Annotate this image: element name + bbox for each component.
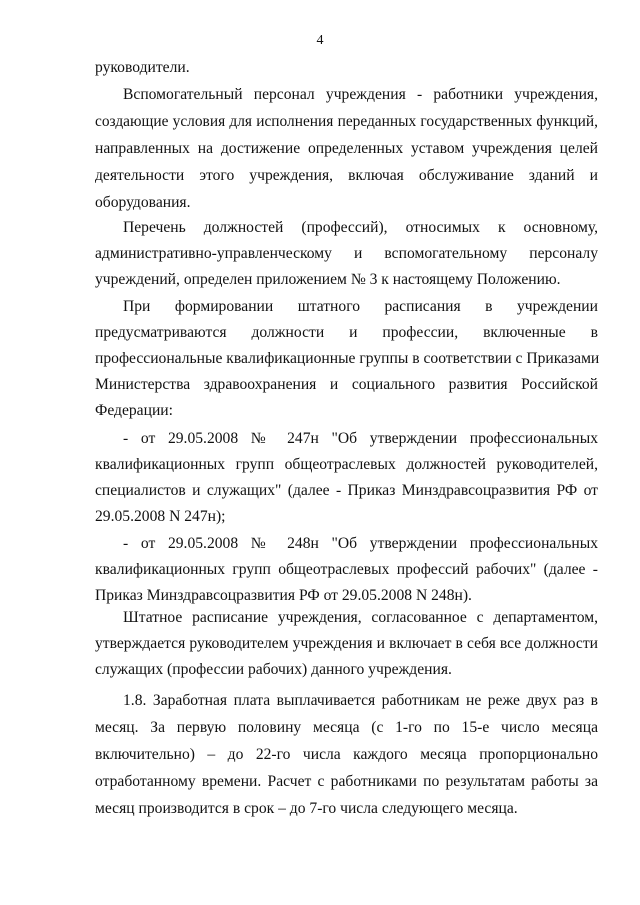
text-line: административно-управленческому и вспомогательному персоналу [95, 245, 598, 262]
text-line: 1.8. Заработная плата выплачивается работникам не реже двух раз в [123, 692, 598, 709]
text-line: руководители. [95, 59, 190, 76]
text-line: профессиональные квалификационные группы в соответствии с Приказами [95, 350, 600, 367]
text-line: учреждений, определен приложением № 3 к настоящему Положению. [95, 271, 561, 288]
list-item-line: Приказ Минздравсоцразвития РФ от 29.05.2008 N 248н). [95, 587, 472, 604]
page-number: 4 [316, 33, 324, 48]
text-line: Вспомогательный персонал учреждения - работники учреждения, [123, 86, 598, 103]
list-item-line: квалификационных групп общеотраслевых должностей руководителей, [95, 456, 598, 473]
text-line: оборудования. [95, 194, 191, 211]
list-item-line: квалификационных групп общеотраслевых профессий рабочих" (далее - [95, 561, 598, 578]
list-item-line: 29.05.2008 N 247н); [95, 508, 226, 525]
text-line: Перечень должностей (профессий), относимых к основному, [123, 219, 598, 236]
text-line: создающие условия для исполнения переданных государственных функций, [95, 113, 598, 130]
text-line: утверждается руководителем учреждения и включает в себя все должности [95, 635, 598, 652]
text-line: Штатное расписание учреждения, согласованное с департаментом, [123, 609, 598, 626]
text-line: При формировании штатного расписания в учреждении [123, 298, 598, 315]
list-item-line: - от 29.05.2008 № 248н "Об утверждении профессиональных [123, 535, 598, 552]
list-item-line: специалистов и служащих" (далее - Приказ Минздравсоцразвития РФ от [95, 482, 598, 499]
text-line: Федерации: [95, 402, 173, 419]
text-line: Министерства здравоохранения и социального развития Российской [95, 376, 598, 393]
text-line: предусматриваются должности и профессии, включенные в [95, 324, 598, 341]
text-line: отработанному времени. Расчет с работниками по результатам работы за [95, 773, 598, 790]
text-line: направленных на достижение определенных уставом учреждения целей [95, 140, 598, 157]
text-line: месяц. За первую половину месяца (с 1-го по 15-е число месяца [95, 719, 598, 736]
text-line: месяц производится в срок – до 7-го числа следующего месяца. [95, 800, 518, 817]
text-line: служащих (профессии рабочих) данного учреждения. [95, 661, 452, 678]
list-item-line: - от 29.05.2008 № 247н "Об утверждении профессиональных [123, 430, 598, 447]
text-line: включительно) – до 22-го числа каждого месяца пропорционально [95, 746, 598, 763]
text-line: деятельности этого учреждения, включая обслуживание зданий и [95, 167, 598, 184]
